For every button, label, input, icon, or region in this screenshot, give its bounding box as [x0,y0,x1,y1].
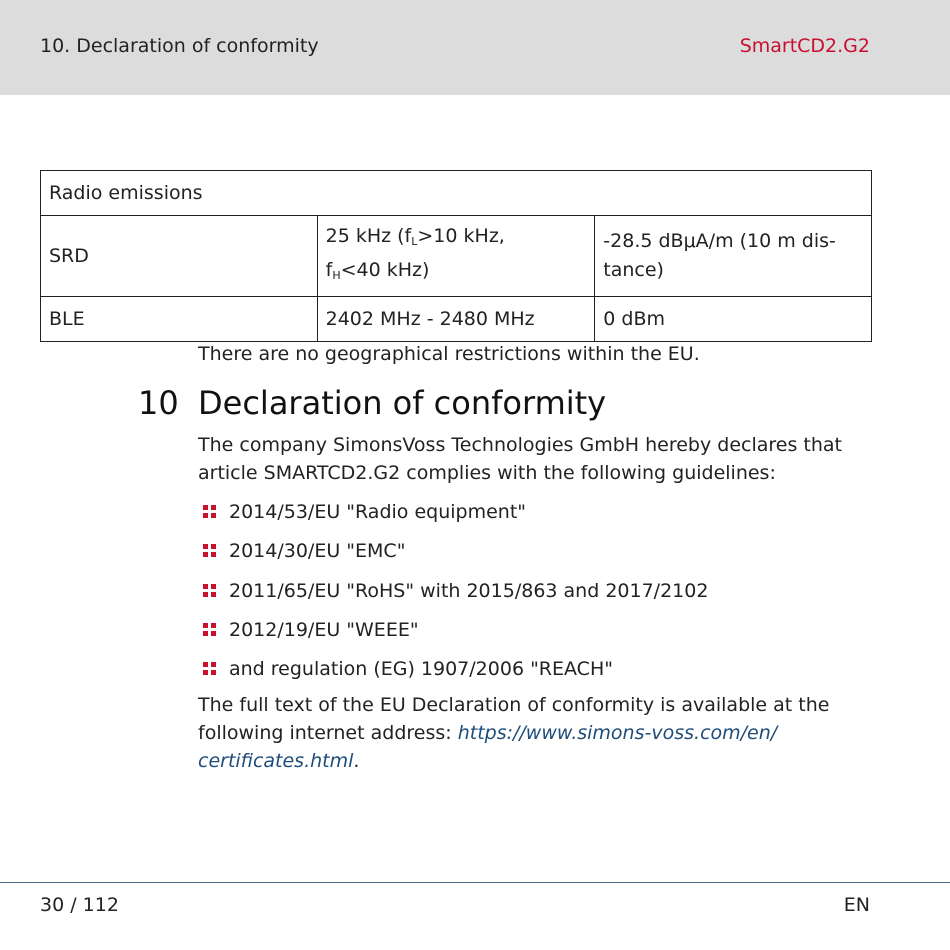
page-number: 30 / 112 [40,894,119,916]
list-item: 2014/53/EU "Radio equipment" [198,497,708,536]
language-code: EN [843,894,870,916]
cell-power: 0 dBm [595,297,872,342]
table-header-row [41,171,872,216]
list-item: 2011/65/EU "RoHS" with 2015/863 and 2017/2102 [198,576,708,615]
certificates-link[interactable]: https://www.simons-voss.com/en/ certificates.html [198,722,778,772]
red-bullet-icon [203,662,216,675]
red-bullet-icon [203,505,216,518]
section-title: Declaration of conformity [198,384,607,422]
cell-power: -28.5 dBμA/m (10 m dis- tance) [595,216,872,297]
red-bullet-icon [203,544,216,557]
table-row [41,297,872,342]
list-item: 2012/19/EU "WEEE" [198,615,708,654]
footer-divider [0,882,950,883]
list-item: and regulation (EG) 1907/2006 "REACH" [198,654,708,693]
table-row [41,216,872,297]
red-bullet-icon [203,584,216,597]
radio-emissions-table [40,170,872,342]
intro-paragraph: The company SimonsVoss Technologies GmbH hereby declares that article SMARTCD2.G2 complies with the following guidelines: [198,434,842,484]
red-bullet-icon [203,623,216,636]
guidelines-list [198,497,708,693]
closing-paragraph: The full text of the EU Declaration of conformity is available at the following internet address: https://www.simons-voss.com/en/ certificates.html. [198,694,830,772]
restriction-note: There are no geographical restrictions within the EU. [198,343,700,365]
list-item: 2014/30/EU "EMC" [198,536,708,575]
cell-frequency: 25 kHz ($f_L>10$ kHz, $f_H<40$ kHz) [317,216,595,297]
page-header [0,0,950,95]
cell-type: SRD [41,216,318,297]
cell-type: BLE [41,297,318,342]
cell-frequency: 2402 MHz - 2480 MHz [317,297,595,342]
table-title: Radio emissions [41,171,872,216]
header-product-name: SmartCD2.G2 [739,35,870,57]
section-number: 10 [138,384,179,422]
header-section-label: 10. Declaration of conformity [40,35,319,57]
